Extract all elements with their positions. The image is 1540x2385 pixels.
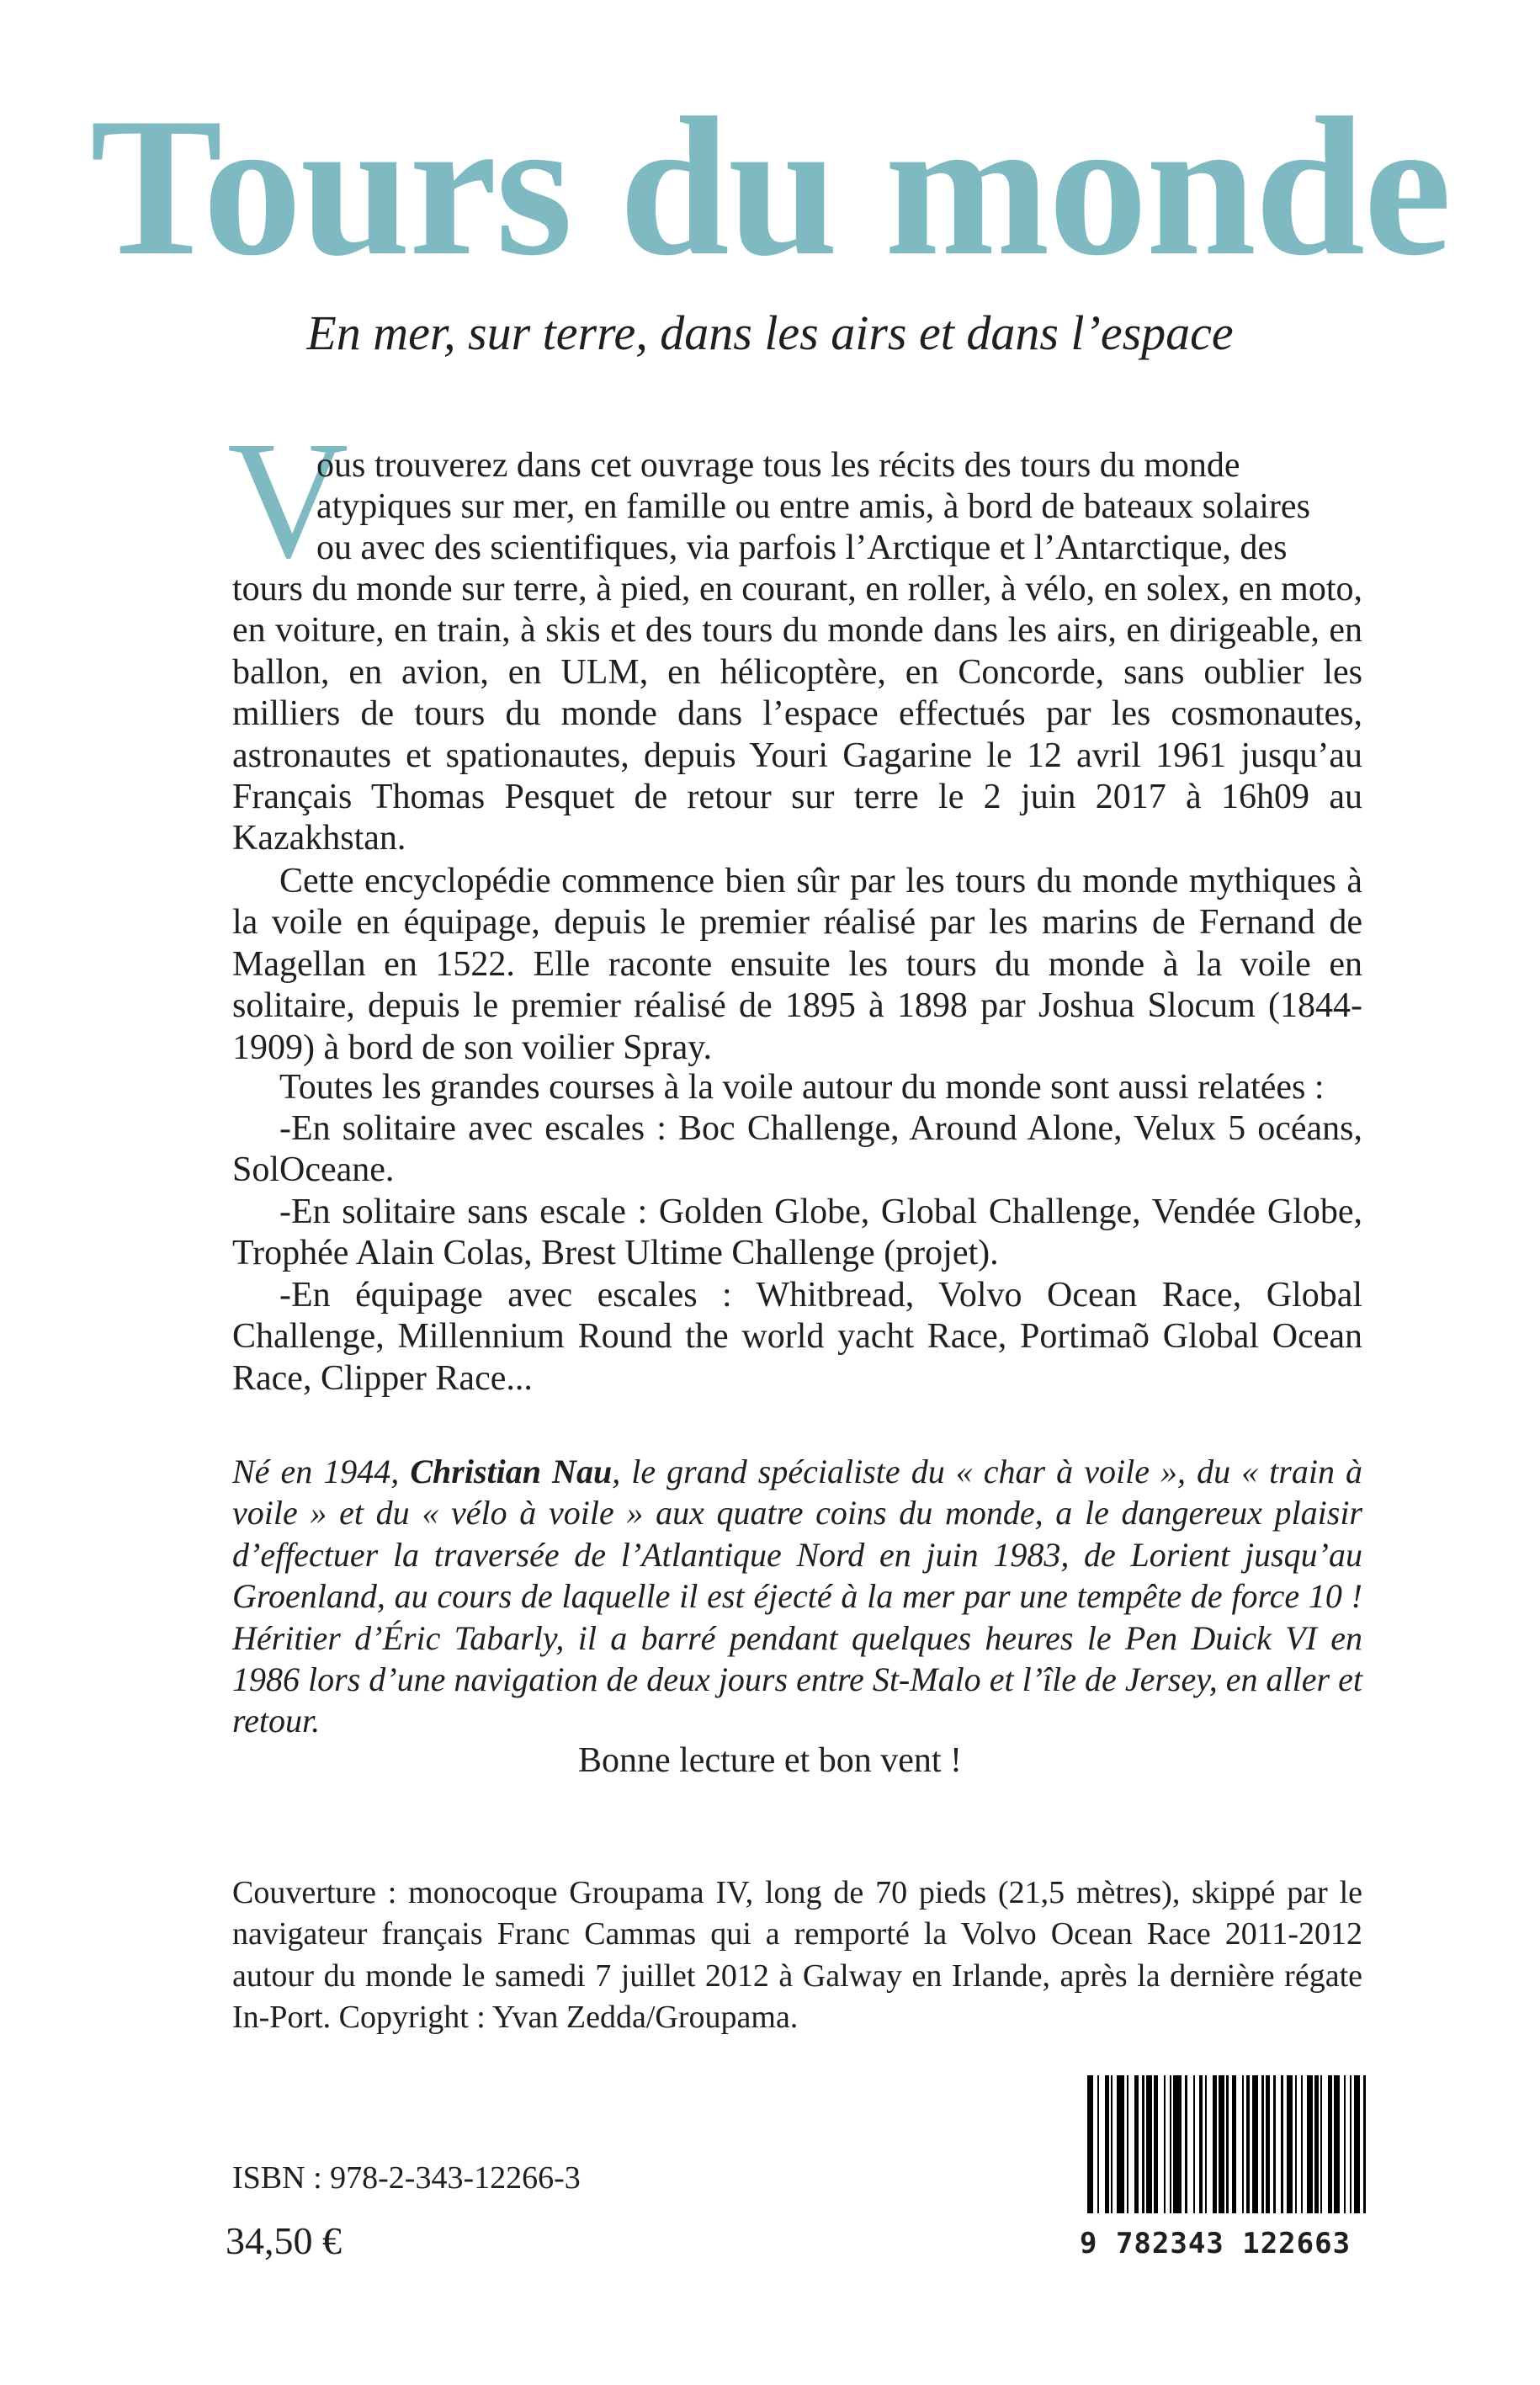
- barcode-bar: [1207, 2075, 1213, 2213]
- barcode-bar: [1187, 2075, 1193, 2213]
- barcode-bar: [1146, 2075, 1152, 2213]
- barcode-bar: [1117, 2075, 1124, 2213]
- intro-line-1: ous trouverez dans cet ouvrage tous les récits des tours du monde: [316, 446, 1240, 485]
- barcode-bar: [1276, 2075, 1282, 2213]
- isbn: ISBN : 978-2-343-12266-3: [232, 2160, 581, 2196]
- barcode-bar: [1354, 2075, 1360, 2213]
- barcode-bar: [1099, 2075, 1105, 2213]
- barcode-bar: [1087, 2075, 1093, 2213]
- list-item-equipage-escales: -En équipage avec escales : Whitbread, Volvo Ocean Race, Global Challenge, Millennium Round the world yacht Race, Portimaõ Global Ocean Race, Clipper Race...: [232, 1276, 1362, 1398]
- barcode-bar: [1334, 2075, 1340, 2213]
- paragraph-courses: Toutes les grandes courses à la voile autour du monde sont aussi relatées :: [279, 1068, 1325, 1107]
- author-name: Christian Nau: [410, 1453, 613, 1490]
- barcode-bar: [1158, 2075, 1164, 2213]
- book-title: Tours du monde: [90, 77, 1450, 297]
- intro-rest: tours du monde sur terre, à pied, en courant, en roller, à vélo, en solex, en moto, en voiture, en train, à skis et des tours du monde dans les airs, en dirigeable, en ballon, en avion, en ULM, en hélicoptère, en Concorde, sans oublier les milliers de tours du monde dans l’espace effectués par les cosmonautes, astronautes et spationautes, depuis Youri Gagarine le 12 avril 1961 jusqu’au Français Thomas Pesquet de retour sur terre le 2 juin 2017 à 16h09 au Kazakhstan.: [232, 570, 1362, 858]
- cover-credit: Couverture : monocoque Groupama IV, long de 70 pieds (21,5 mètres), skippé par le navigateur français Franc Cammas qui a remporté la Volvo Ocean Race 2011-2012 autour du monde le samedi 7 juillet 2012 à Galway en Irlande, après la dernière régate In-Port. Copyright : Yvan Zedda/Groupama.: [232, 1875, 1362, 2036]
- intro-line-3: ou avec des scientifiques, via parfois l’Arctique et l’Antarctique, des: [316, 529, 1288, 567]
- list-item-solitaire-sans-escale: -En solitaire sans escale : Golden Globe, Global Challenge, Vendée Globe, Trophée Alain Colas, Brest Ultime Challenge (projet).: [232, 1192, 1362, 1273]
- barcode-digits: 9 782343 122663: [1080, 2227, 1351, 2260]
- barcode-bars: [1087, 2075, 1366, 2213]
- paragraph-encyclopedie: Cette encyclopédie commence bien sûr par les tours du monde mythiques à la voile en équipage, depuis le premier réalisé par les marins de Fernand de Magellan en 1522. Elle raconte ensuite les tours du monde à la voile en solitaire, depuis le premier réalisé de 1895 à 1898 par Joshua Slocum (1844-1909) à bord de son voilier Spray.: [232, 862, 1362, 1067]
- intro-line-2: atypiques sur mer, en famille ou entre amis, à bord de bateaux solaires: [316, 487, 1310, 526]
- closing-line: Bonne lecture et bon vent !: [577, 1741, 962, 1780]
- bio-text: , le grand spécialiste du « char à voile », du « train à voile » et du « vélo à voile » aux quatre coins du monde, a le dangereux plaisir d’effectuer la traversée de l’Atlantique Nord en juin 1983, de Lorient jusqu’au Groenland, au cours de laquelle il est éjecté à la mer par une tempête de force 10 ! Héritier d’Éric Tabarly, il a barré pendant quelques heures le Pen Duick VI en 1986 lors d’une navigation de deux jours entre St-Malo et l’île de Jersey, en aller et retour.: [232, 1453, 1363, 1740]
- barcode-bar: [1307, 2075, 1313, 2213]
- barcode-bar: [1363, 2075, 1365, 2213]
- barcode-bar: [1128, 2075, 1134, 2213]
- barcode-bar: [1252, 2075, 1258, 2213]
- barcode-bar: [1287, 2075, 1293, 2213]
- price: 34,50 €: [226, 2219, 342, 2262]
- barcode-bar: [1322, 2075, 1328, 2213]
- bio-intro: Né en 1944,: [232, 1453, 411, 1490]
- barcode-bar: [1236, 2075, 1242, 2213]
- author-bio: [232, 1451, 1362, 1742]
- barcode-bar: [1173, 2075, 1181, 2213]
- barcode-bar: [1219, 2075, 1224, 2213]
- book-subtitle: En mer, sur terre, dans les airs et dans l’espace: [306, 305, 1234, 360]
- list-item-solitaire-escales: -En solitaire avec escales : Boc Challenge, Around Alone, Velux 5 océans, SolOceane.: [232, 1109, 1362, 1190]
- drop-cap: V: [227, 407, 349, 593]
